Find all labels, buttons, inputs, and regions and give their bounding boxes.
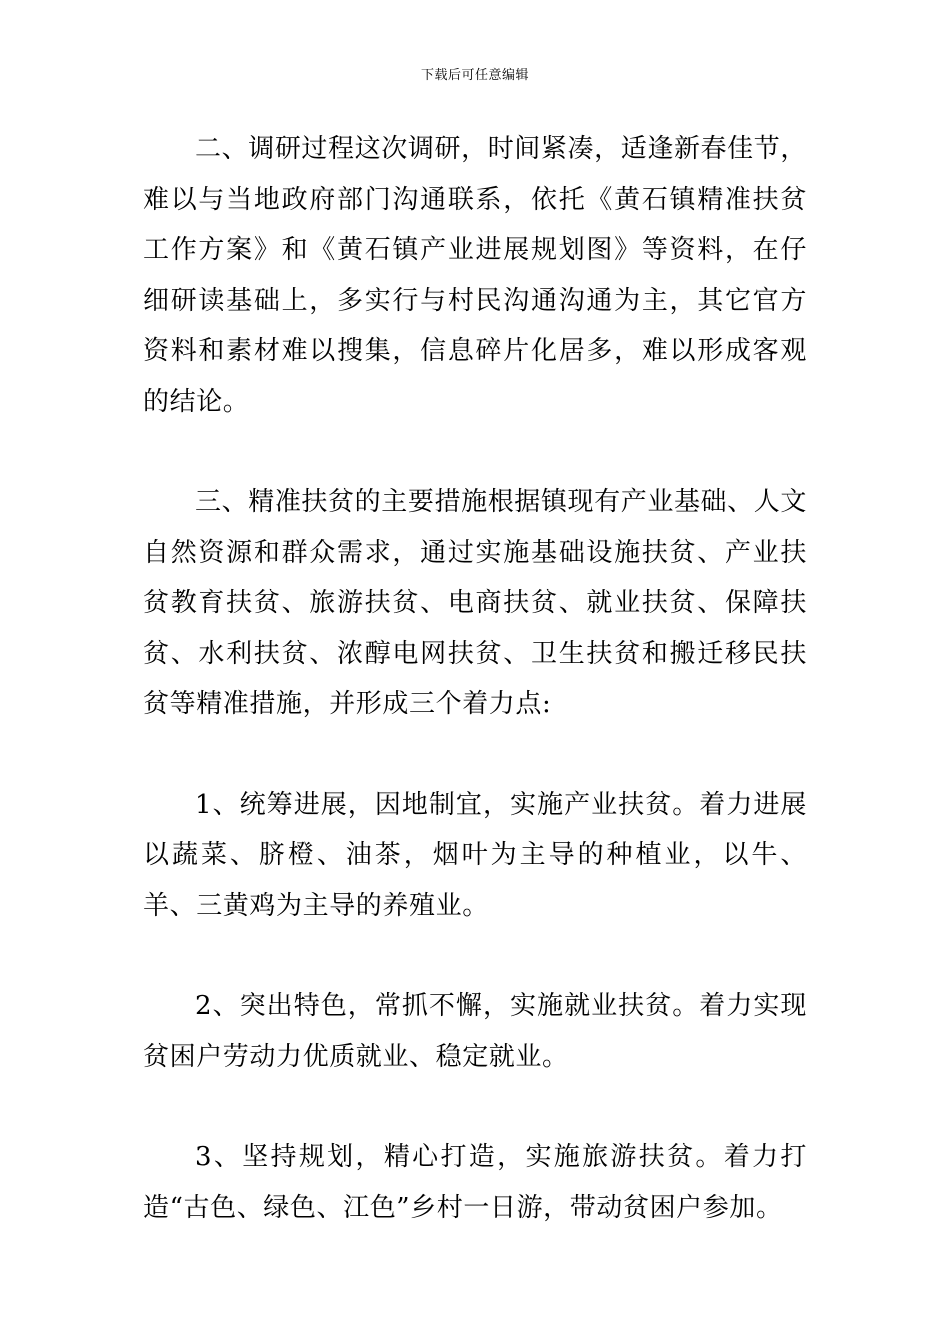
paragraph-industry-poverty-alleviation: 1、统筹进展，因地制宜，实施产业扶贫。着力进展以蔬菜、脐橙、油茶，烟叶为主导的种植业，以牛、羊、三黄鸡为主导的养殖业。 bbox=[143, 789, 807, 921]
paragraph-main-measures: 三、精准扶贫的主要措施根据镇现有产业基础、人文自然资源和群众需求，通过实施基础设施扶贫、产业扶贫教育扶贫、旅游扶贫、电商扶贫、就业扶贫、保障扶贫、水利扶贫、浓醇电网扶贫、卫生扶贫和搬迁移民扶贫等精准措施，并形成三个着力点: bbox=[143, 487, 807, 719]
paragraph-employment-poverty-alleviation: 2、突出特色，常抓不懈，实施就业扶贫。着力实现贫困户劳动力优质就业、稳定就业。 bbox=[143, 991, 807, 1072]
paragraph-tourism-poverty-alleviation: 3、坚持规划，精心打造，实施旅游扶贫。着力打造“古色、绿色、江色”乡村一日游，带动贫困户参加。 bbox=[143, 1142, 807, 1223]
page-header-note: 下载后可任意编辑 bbox=[420, 68, 529, 83]
document-body bbox=[143, 124, 807, 1233]
paragraph-research-process: 二、调研过程这次调研，时间紧凑，适逢新春佳节，难以与当地政府部门沟通联系，依托《黄石镇精准扶贫工作方案》和《黄石镇产业进展规划图》等资料，在仔细研读基础上，多实行与村民沟通沟通为主，其它官方资料和素材难以搜集，信息碎片化居多，难以形成客观的结论。 bbox=[143, 134, 807, 417]
